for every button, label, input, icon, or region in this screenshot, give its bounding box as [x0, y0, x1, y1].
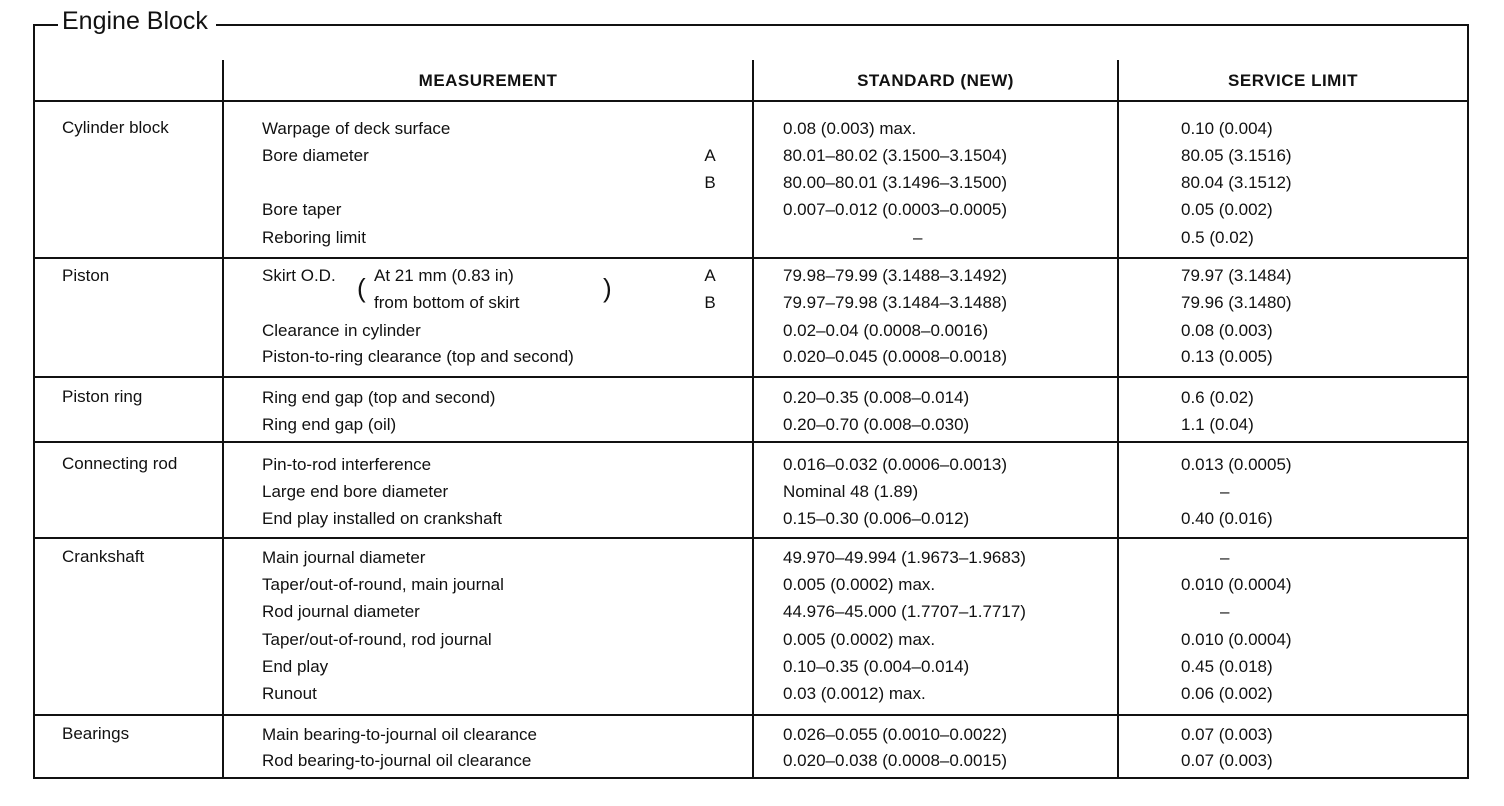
limit-cell: 0.08 (0.003): [1181, 321, 1273, 340]
category-bearings: Bearings: [62, 724, 130, 743]
table-frame-top: [33, 24, 1469, 26]
limit-cell: 0.40 (0.016): [1181, 509, 1273, 528]
sub-label: B: [704, 293, 716, 312]
limit-cell: –: [1220, 482, 1230, 501]
standard-cell: 0.10–0.35 (0.004–0.014): [783, 657, 970, 676]
measurement-cell: Ring end gap (top and second): [262, 388, 496, 407]
measurement-cell: Warpage of deck surface: [262, 119, 451, 138]
measurement-detail: At 21 mm (0.83 in): [374, 266, 514, 285]
limit-cell: 0.5 (0.02): [1181, 228, 1254, 247]
limit-cell: 0.07 (0.003): [1181, 751, 1273, 770]
measurement-cell: Large end bore diameter: [262, 482, 449, 501]
sub-label: B: [704, 173, 716, 192]
measurement-cell: Rod bearing-to-journal oil clearance: [262, 751, 532, 770]
measurement-cell: Reboring limit: [262, 228, 366, 247]
standard-cell: 0.020–0.038 (0.0008–0.0015): [783, 751, 1008, 770]
sub-label: A: [704, 266, 716, 285]
limit-cell: 79.96 (3.1480): [1181, 293, 1292, 312]
standard-cell: 49.970–49.994 (1.9673–1.9683): [783, 548, 1026, 567]
standard-cell: 80.00–80.01 (3.1496–3.1500): [783, 173, 1008, 192]
limit-cell: 0.13 (0.005): [1181, 347, 1273, 366]
limit-cell: 0.013 (0.0005): [1181, 455, 1292, 474]
limit-cell: –: [1220, 548, 1230, 567]
table-frame-right: [1467, 24, 1469, 779]
header-standard: STANDARD (NEW): [857, 71, 1014, 90]
section-divider: [33, 714, 1469, 716]
limit-cell: 0.6 (0.02): [1181, 388, 1254, 407]
standard-cell: Nominal 48 (1.89): [783, 482, 919, 501]
standard-cell: 0.005 (0.0002) max.: [783, 630, 936, 649]
column-divider: [222, 60, 224, 779]
table-frame-bottom: [33, 777, 1469, 779]
standard-cell: 0.20–0.35 (0.008–0.014): [783, 388, 970, 407]
standard-cell: –: [913, 228, 923, 247]
category-cylinder-block: Cylinder block: [62, 118, 169, 137]
limit-cell: 79.97 (3.1484): [1181, 266, 1292, 285]
limit-cell: 0.06 (0.002): [1181, 684, 1273, 703]
close-paren-glyph: ): [603, 273, 612, 303]
category-piston-ring: Piston ring: [62, 387, 143, 406]
limit-cell: 0.10 (0.004): [1181, 119, 1273, 138]
open-paren-glyph: (: [357, 273, 366, 303]
limit-cell: 0.05 (0.002): [1181, 200, 1273, 219]
limit-cell: –: [1220, 602, 1230, 621]
standard-cell: 79.97–79.98 (3.1484–3.1488): [783, 293, 1008, 312]
standard-cell: 79.98–79.99 (3.1488–3.1492): [783, 266, 1008, 285]
measurement-cell: Pin-to-rod interference: [262, 455, 432, 474]
measurement-cell: Piston-to-ring clearance (top and second): [262, 347, 574, 366]
measurement-cell: Taper/out-of-round, rod journal: [262, 630, 492, 649]
measurement-cell: Clearance in cylinder: [262, 321, 421, 340]
section-divider: [33, 257, 1469, 259]
measurement-cell: Bore diameter: [262, 146, 369, 165]
measurement-cell: Main bearing-to-journal oil clearance: [262, 725, 537, 744]
standard-cell: 0.026–0.055 (0.0010–0.0022): [783, 725, 1008, 744]
limit-cell: 0.07 (0.003): [1181, 725, 1273, 744]
measurement-cell: Bore taper: [262, 200, 342, 219]
limit-cell: 80.05 (3.1516): [1181, 146, 1292, 165]
measurement-cell: Rod journal diameter: [262, 602, 420, 621]
section-divider: [33, 537, 1469, 539]
standard-cell: 0.016–0.032 (0.0006–0.0013): [783, 455, 1008, 474]
page-title: Engine Block: [58, 4, 216, 38]
standard-cell: 80.01–80.02 (3.1500–3.1504): [783, 146, 1008, 165]
standard-cell: 0.03 (0.0012) max.: [783, 684, 926, 703]
limit-cell: 0.010 (0.0004): [1181, 630, 1292, 649]
standard-cell: 0.15–0.30 (0.006–0.012): [783, 509, 970, 528]
measurement-cell: Taper/out-of-round, main journal: [262, 575, 504, 594]
standard-cell: 0.02–0.04 (0.0008–0.0016): [783, 321, 989, 340]
measurement-cell: Runout: [262, 684, 317, 703]
standard-cell: 0.020–0.045 (0.0008–0.0018): [783, 347, 1008, 366]
category-connecting-rod: Connecting rod: [62, 454, 178, 473]
header-divider: [33, 100, 1469, 102]
measurement-cell: Main journal diameter: [262, 548, 426, 567]
standard-cell: 0.005 (0.0002) max.: [783, 575, 936, 594]
table-frame-left: [33, 24, 35, 779]
standard-cell: 44.976–45.000 (1.7707–1.7717): [783, 602, 1026, 621]
category-piston: Piston: [62, 266, 110, 285]
sub-label: A: [704, 146, 716, 165]
measurement-cell: Ring end gap (oil): [262, 415, 397, 434]
header-service-limit: SERVICE LIMIT: [1228, 71, 1358, 90]
column-divider: [1117, 60, 1119, 779]
measurement-cell: End play installed on crankshaft: [262, 509, 503, 528]
standard-cell: 0.08 (0.003) max.: [783, 119, 917, 138]
limit-cell: 1.1 (0.04): [1181, 415, 1254, 434]
standard-cell: 0.007–0.012 (0.0003–0.0005): [783, 200, 1008, 219]
column-divider: [752, 60, 754, 779]
measurement-detail: from bottom of skirt: [374, 293, 520, 312]
limit-cell: 0.010 (0.0004): [1181, 575, 1292, 594]
measurement-cell: End play: [262, 657, 329, 676]
measurement-cell: Skirt O.D.: [262, 266, 336, 285]
category-crankshaft: Crankshaft: [62, 547, 145, 566]
limit-cell: 0.45 (0.018): [1181, 657, 1273, 676]
limit-cell: 80.04 (3.1512): [1181, 173, 1292, 192]
standard-cell: 0.20–0.70 (0.008–0.030): [783, 415, 970, 434]
section-divider: [33, 376, 1469, 378]
section-divider: [33, 441, 1469, 443]
header-measurement: MEASUREMENT: [418, 71, 558, 90]
